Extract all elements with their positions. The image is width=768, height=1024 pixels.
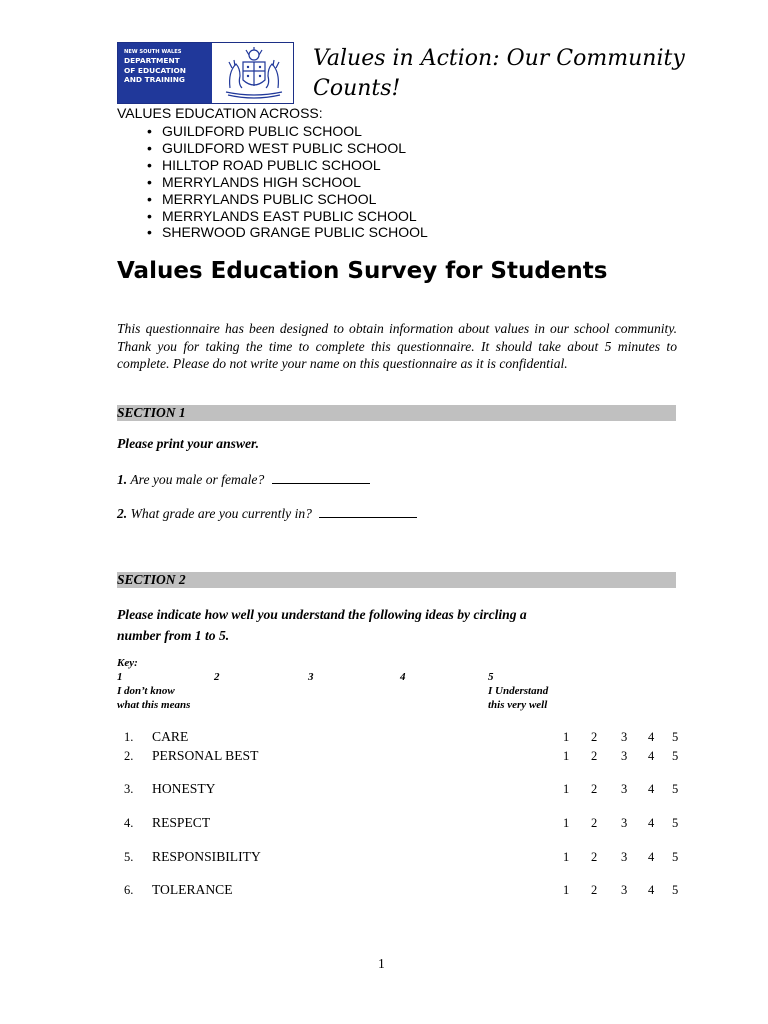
question-2: [117, 505, 417, 522]
key-low-label: [117, 684, 190, 712]
rating-option-5[interactable]: 5: [672, 749, 679, 763]
rating-option-1[interactable]: 1: [563, 730, 570, 744]
rating-row: [124, 728, 684, 746]
key-high-line: I Understand: [488, 685, 549, 697]
values-education-across-label: VALUES EDUCATION ACROSS:: [117, 105, 323, 121]
key-low-line: what this means: [117, 699, 191, 711]
rating-row: [124, 747, 684, 765]
rating-option-1[interactable]: 1: [563, 883, 570, 897]
rating-option-3[interactable]: 3: [621, 850, 628, 864]
school-name: MERRYLANDS HIGH SCHOOL: [162, 173, 361, 190]
key-scale-3: 3: [308, 671, 314, 683]
logo-text-panel: [118, 43, 212, 103]
section-1-label: SECTION 1: [117, 405, 186, 420]
section-1-bar: [117, 405, 676, 421]
key-low-line: I don’t know: [117, 685, 175, 697]
item-number: 6.: [124, 883, 134, 897]
section-2-label: SECTION 2: [117, 572, 186, 587]
list-item: [147, 123, 428, 140]
bullet-icon: •: [147, 139, 152, 156]
survey-heading: Values Education Survey for Students: [117, 258, 608, 284]
rating-option-4[interactable]: 4: [648, 883, 655, 897]
rating-option-1[interactable]: 1: [563, 782, 570, 796]
item-number: 2.: [124, 749, 134, 763]
rating-option-2[interactable]: 2: [591, 816, 598, 830]
bullet-icon: •: [147, 224, 152, 241]
rating-row: [124, 814, 684, 832]
bullet-icon: •: [147, 190, 152, 207]
bullet-icon: •: [147, 207, 152, 224]
item-number: 3.: [124, 782, 134, 796]
rating-row: [124, 881, 684, 899]
rating-option-4[interactable]: 4: [648, 850, 655, 864]
school-list: [147, 123, 428, 241]
value-label: TOLERANCE: [152, 882, 233, 897]
key-high-line: this very well: [488, 699, 548, 711]
rating-option-3[interactable]: 3: [621, 730, 628, 744]
rating-option-2[interactable]: 2: [591, 850, 598, 864]
item-number: 4.: [124, 816, 134, 830]
rating-option-5[interactable]: 5: [672, 816, 679, 830]
answer-blank-gender[interactable]: [272, 471, 370, 484]
page-number: 1: [378, 956, 385, 971]
question-text: What grade are you currently in?: [130, 506, 312, 521]
rating-option-4[interactable]: 4: [648, 749, 655, 763]
item-number: 5.: [124, 850, 134, 864]
school-name: HILLTOP ROAD PUBLIC SCHOOL: [162, 156, 381, 173]
rating-row: [124, 848, 684, 866]
survey-intro-paragraph: This questionnaire has been designed to obtain information about values in our school community. Thank you for taking the time to complete this questionnaire. It should take about 5 minutes to complete. Please do not write your name on this questionnaire as it is confidential.: [117, 321, 677, 372]
item-number: 1.: [124, 730, 134, 744]
answer-blank-grade[interactable]: [319, 505, 417, 518]
rating-option-1[interactable]: 1: [563, 749, 570, 763]
rating-option-3[interactable]: 3: [621, 883, 628, 897]
bullet-icon: •: [147, 156, 152, 173]
logo-line: AND TRAINING: [124, 75, 186, 84]
logo-line: DEPARTMENT: [124, 56, 180, 65]
value-label: RESPONSIBILITY: [152, 849, 261, 864]
rating-option-2[interactable]: 2: [591, 782, 598, 796]
section-2-bar: [117, 572, 676, 588]
rating-option-5[interactable]: 5: [672, 850, 679, 864]
rating-option-1[interactable]: 1: [563, 850, 570, 864]
rating-option-5[interactable]: 5: [672, 883, 679, 897]
bullet-icon: •: [147, 123, 152, 139]
rating-option-5[interactable]: 5: [672, 730, 679, 744]
rating-option-2[interactable]: 2: [591, 749, 598, 763]
school-name: SHERWOOD GRANGE PUBLIC SCHOOL: [162, 224, 428, 241]
rating-option-1[interactable]: 1: [563, 816, 570, 830]
key-scale-2: 2: [214, 671, 220, 683]
rating-option-2[interactable]: 2: [591, 883, 598, 897]
rating-option-2[interactable]: 2: [591, 730, 598, 744]
rating-option-3[interactable]: 3: [621, 816, 628, 830]
value-label: PERSONAL BEST: [152, 748, 259, 763]
bullet-icon: •: [147, 173, 152, 190]
list-item: [147, 208, 428, 225]
list-item: [147, 174, 428, 191]
section-1-instruction: Please print your answer.: [117, 436, 259, 451]
key-title: Key:: [117, 657, 138, 669]
value-label: CARE: [152, 729, 189, 744]
key-scale-5: 5: [488, 671, 494, 683]
section-2-instruction: [117, 604, 527, 646]
school-name: MERRYLANDS EAST PUBLIC SCHOOL: [162, 207, 417, 224]
logo-line: OF EDUCATION: [124, 65, 186, 75]
school-name: GUILDFORD PUBLIC SCHOOL: [162, 123, 362, 139]
nsw-det-logo: [117, 42, 294, 104]
list-item: [147, 224, 428, 241]
rating-row: [124, 780, 684, 798]
logo-line: NEW SOUTH WALES: [124, 49, 182, 55]
key-scale-4: 4: [400, 671, 406, 683]
rating-option-4[interactable]: 4: [648, 782, 655, 796]
question-text: Are you male or female?: [130, 472, 265, 487]
list-item: [147, 157, 428, 174]
school-name: GUILDFORD WEST PUBLIC SCHOOL: [162, 139, 407, 156]
document-title: Values in Action: Our Community Counts!: [313, 46, 685, 101]
list-item: [147, 140, 428, 157]
rating-option-3[interactable]: 3: [621, 749, 628, 763]
instruction-line: number from 1 to 5.: [117, 628, 230, 643]
rating-option-3[interactable]: 3: [621, 782, 628, 796]
question-1: [117, 471, 370, 488]
key-scale-1: 1: [117, 671, 123, 683]
rating-option-5[interactable]: 5: [672, 782, 679, 796]
rating-option-4[interactable]: 4: [648, 816, 655, 830]
value-label: HONESTY: [152, 781, 216, 796]
question-number: 2.: [117, 506, 128, 521]
value-label: RESPECT: [152, 815, 211, 830]
list-item: [147, 191, 428, 208]
key-high-label: [488, 684, 548, 712]
school-name: MERRYLANDS PUBLIC SCHOOL: [162, 190, 377, 207]
nsw-coat-of-arms-icon: [218, 46, 290, 100]
question-number: 1.: [117, 472, 128, 487]
instruction-line: Please indicate how well you understand the following ideas by circling a: [117, 607, 527, 622]
rating-option-4[interactable]: 4: [648, 730, 655, 744]
